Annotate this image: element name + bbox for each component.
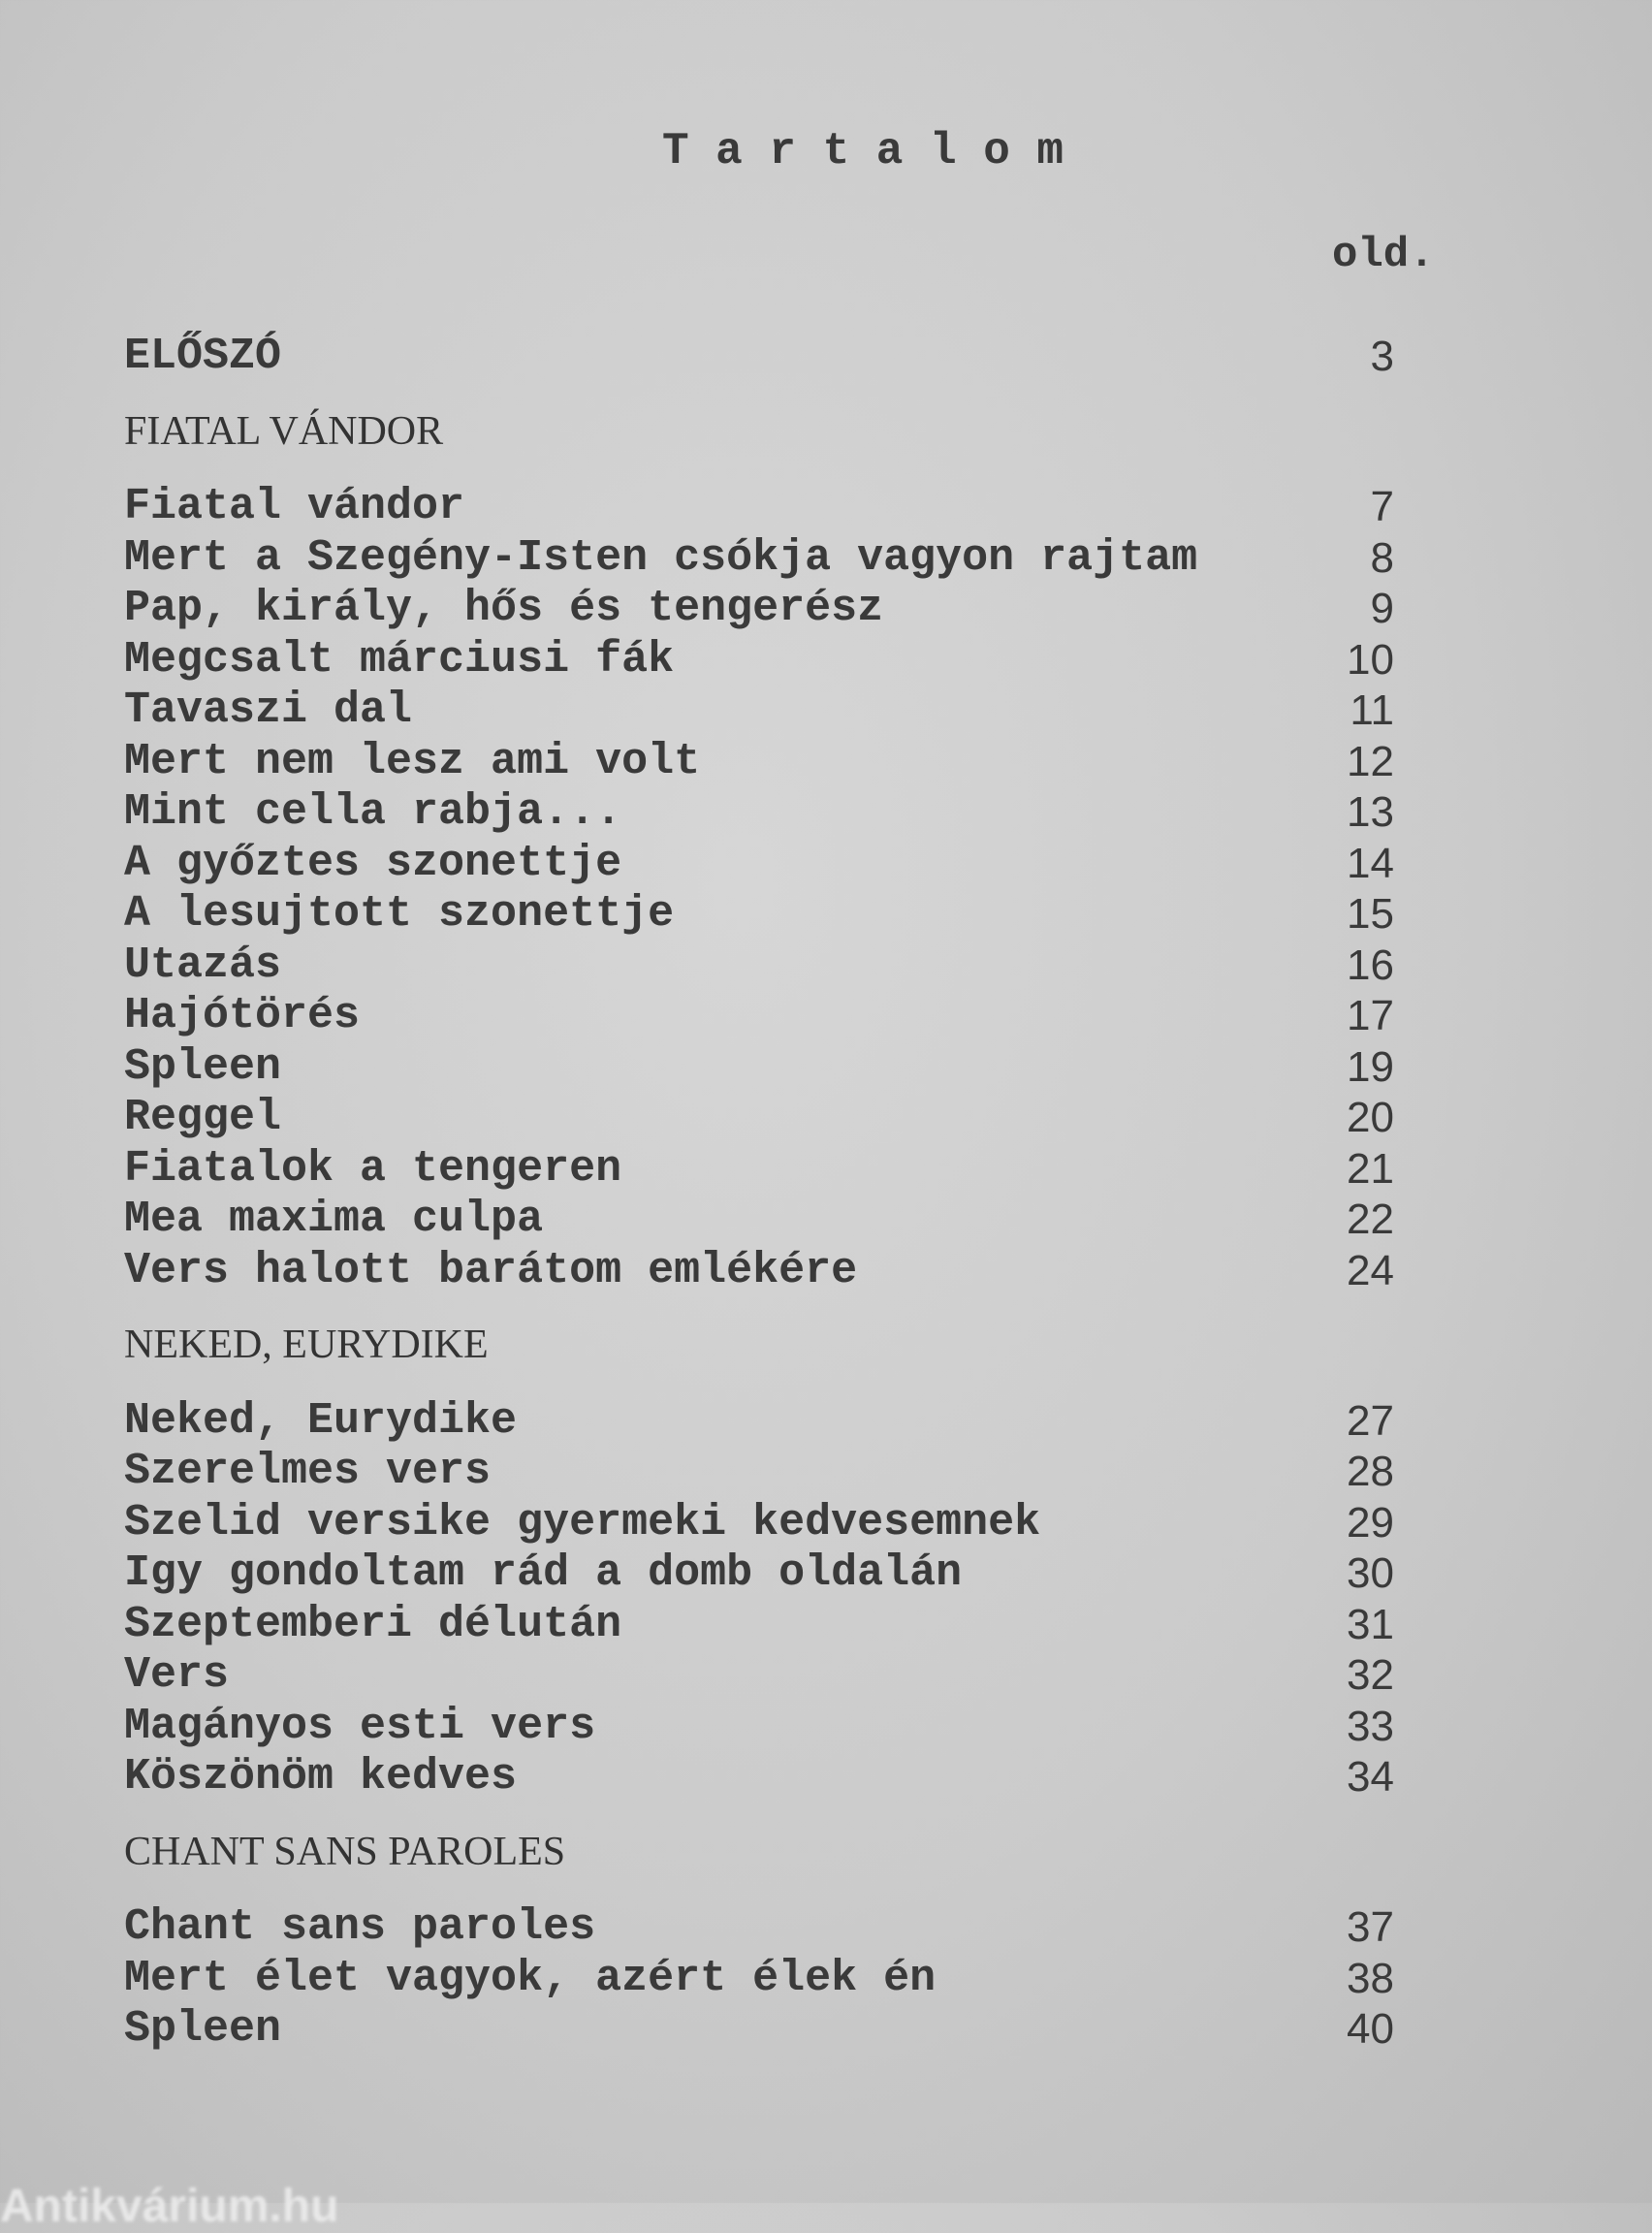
entry-page-number: 13 [1347, 788, 1394, 836]
entry-page-number: 37 [1347, 1903, 1394, 1951]
watermark: Antikvárium.hu [0, 2181, 339, 2232]
entry-title: Mert a Szegény-Isten csókja vagyon rajtam [124, 532, 1198, 583]
entry-title: Szelid versike gyermeki kedvesemnek [124, 1497, 1041, 1547]
entry-title: CHANT SANS PAROLES [124, 1829, 566, 1874]
entry-title: Hajótörés [124, 991, 361, 1040]
toc-entry [124, 991, 1394, 1042]
entry-page-number: 22 [1347, 1196, 1394, 1243]
entry-title: Chant sans paroles [124, 1902, 596, 1952]
toc-entry [124, 1702, 1394, 1753]
toc-entry [124, 482, 1394, 533]
entry-title: Mert élet vagyok, azért élek én [124, 1953, 937, 2003]
toc-entry [124, 941, 1394, 992]
entry-page-number: 12 [1347, 737, 1394, 785]
toc-entry [124, 584, 1394, 635]
toc-entry [124, 1195, 1394, 1246]
entry-page-number: 21 [1347, 1144, 1394, 1193]
entry-title: NEKED, EURYDIKE [124, 1323, 489, 1367]
toc-entry [124, 839, 1394, 890]
toc-entry [124, 1144, 1394, 1196]
entry-page-number: 30 [1347, 1549, 1394, 1597]
entry-page-number: 9 [1370, 585, 1394, 632]
entry-page-number: 20 [1347, 1094, 1394, 1141]
entry-page-number: 32 [1347, 1651, 1394, 1699]
table-of-contents [124, 332, 1394, 2056]
entry-page-number: 27 [1347, 1396, 1394, 1445]
entry-title: Tavaszi dal [124, 686, 413, 735]
entry-title: Fiatalok a tengeren [124, 1143, 622, 1194]
toc-entry [124, 737, 1394, 788]
entry-page-number: 17 [1347, 992, 1394, 1039]
toc-entry [124, 635, 1394, 686]
section-heading [124, 1320, 1394, 1371]
entry-page-number: 38 [1347, 1954, 1394, 2002]
entry-title: ELŐSZÓ [124, 332, 282, 381]
entry-title: Reggel [124, 1093, 282, 1142]
entry-page-number: 14 [1347, 839, 1394, 887]
entry-title: A lesujtott szonettje [124, 889, 675, 939]
toc-entry [124, 1447, 1394, 1498]
entry-title: A győztes szonettje [124, 838, 622, 888]
toc-entry [124, 1548, 1394, 1600]
entry-title: Fiatal vándor [124, 482, 465, 531]
entry-page-number: 10 [1347, 635, 1394, 684]
entry-title: Spleen [124, 1041, 282, 1092]
entry-page-number: 28 [1347, 1448, 1394, 1495]
entry-title: Szerelmes vers [124, 1447, 492, 1496]
entry-title: Neked, Eurydike [124, 1395, 518, 1446]
toc-entry [124, 1246, 1394, 1297]
entry-title: Magányos esti vers [124, 1701, 596, 1751]
toc-entry [124, 1093, 1394, 1144]
entry-page-number: 29 [1347, 1498, 1394, 1547]
entry-page-number: 3 [1370, 333, 1394, 380]
entry-title: FIATAL VÁNDOR [124, 408, 444, 454]
entry-title: Köszönöm kedves [124, 1752, 518, 1802]
entry-page-number: 33 [1347, 1702, 1394, 1750]
toc-entry [124, 889, 1394, 941]
section-heading [124, 406, 1394, 458]
toc-entry [124, 1650, 1394, 1702]
entry-page-number: 11 [1350, 686, 1394, 734]
section-heading [124, 1827, 1394, 1878]
entry-title: Szeptemberi délután [124, 1599, 622, 1649]
entry-title: Vers halott barátom emlékére [124, 1245, 858, 1295]
entry-page-number: 40 [1347, 2005, 1394, 2053]
entry-page-number: 19 [1347, 1042, 1394, 1091]
entry-page-number: 15 [1347, 890, 1394, 938]
toc-entry [124, 2004, 1394, 2056]
entry-page-number: 34 [1347, 1753, 1394, 1801]
entry-title: Utazás [124, 940, 282, 990]
toc-entry [124, 1042, 1394, 1094]
toc-entry [124, 533, 1394, 585]
toc-entry [124, 1498, 1394, 1549]
entry-title: Mint cella rabja... [124, 787, 622, 837]
toc-entry [124, 1752, 1394, 1803]
page-title: T a r t a l o m [661, 126, 1064, 176]
toc-entry [124, 787, 1394, 839]
toc-entry [124, 1954, 1394, 2005]
entry-page-number: 24 [1347, 1246, 1394, 1294]
entry-title: Mert nem lesz ami volt [124, 736, 701, 786]
entry-title: Megcsalt márciusi fák [124, 634, 675, 685]
entry-page-number: 8 [1370, 533, 1394, 582]
toc-entry [124, 1396, 1394, 1448]
entry-title: Spleen [124, 2004, 282, 2054]
entry-title: Mea maxima culpa [124, 1195, 544, 1244]
toc-entry [124, 1600, 1394, 1651]
entry-title: Pap, király, hős és tengerész [124, 584, 884, 633]
entry-page-number: 31 [1347, 1600, 1394, 1648]
entry-page-number: 7 [1370, 483, 1394, 530]
entry-title: Igy gondoltam rád a domb oldalán [124, 1548, 963, 1598]
entry-page-number: 16 [1347, 941, 1394, 989]
page-column-label: old. [1332, 231, 1435, 279]
toc-entry [124, 332, 1394, 383]
toc-entry [124, 1902, 1394, 1954]
toc-entry [124, 686, 1394, 737]
entry-title: Vers [124, 1650, 230, 1700]
